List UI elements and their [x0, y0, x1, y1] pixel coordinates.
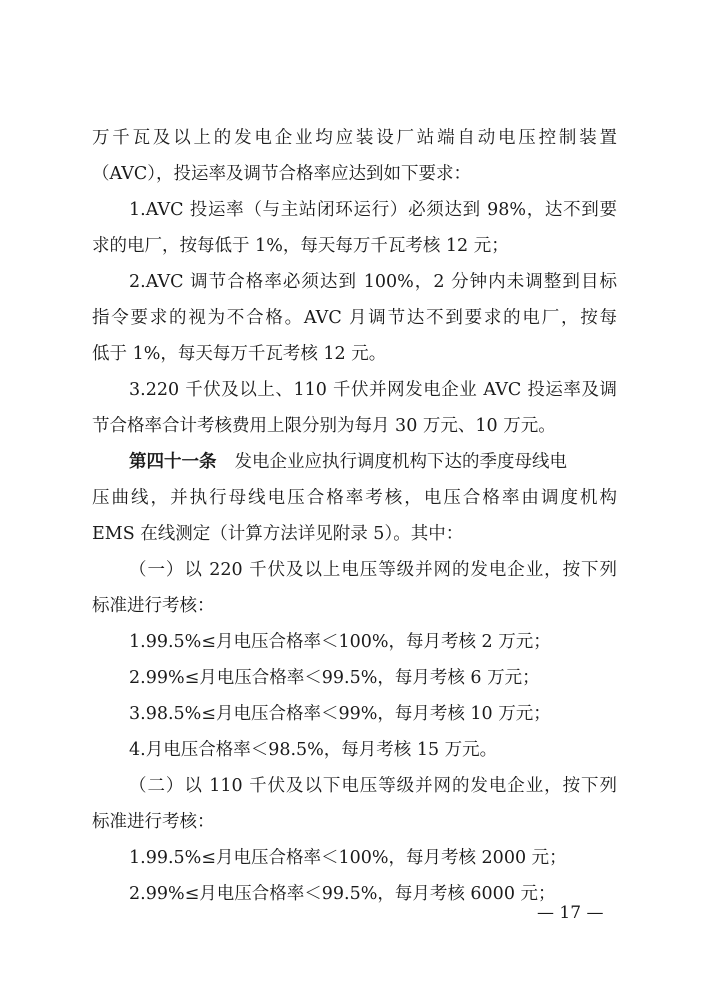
- page-number: — 17 —: [537, 903, 604, 923]
- body-text-line: 标准进行考核：: [92, 596, 215, 616]
- list-item-text: 4.月电压合格率＜98.5%，每月考核 15 万元。: [129, 740, 498, 760]
- article-paragraph-first-line: [129, 450, 617, 474]
- article-heading: 第四十一条: [129, 452, 217, 472]
- body-text-line: 万千瓦及以上的发电企业均应装设厂站端自动电压控制装置: [92, 128, 617, 148]
- list-item-text: 2.AVC 调节合格率必须达到 100%，2 分钟内未调整到目标: [129, 272, 617, 292]
- list-item-text: 1.99.5%≤月电压合格率＜100%，每月考核 2000 元；: [129, 848, 567, 868]
- list-item-text: 2.99%≤月电压合格率＜99.5%，每月考核 6 万元；: [129, 668, 540, 688]
- list-item-text: 1.AVC 投运率（与主站闭环运行）必须达到 98%，达不到要: [129, 200, 617, 220]
- list-item-text: 2.99%≤月电压合格率＜99.5%，每月考核 6000 元；: [129, 884, 556, 904]
- body-text-line: EMS 在线测定（计算方法详见附录 5）。其中：: [92, 524, 464, 544]
- list-item-text: 1.99.5%≤月电压合格率＜100%，每月考核 2 万元；: [129, 632, 551, 652]
- list-item-text: 3.220 千伏及以上、110 千伏并网发电企业 AVC 投运率及调: [129, 380, 617, 400]
- body-text-line: 指令要求的视为不合格。AVC 月调节达不到要求的电厂，按每: [92, 308, 617, 328]
- list-item-text: 3.98.5%≤月电压合格率＜99%，每月考核 10 万元；: [129, 704, 551, 724]
- subsection-heading-text: （一）以 220 千伏及以上电压等级并网的发电企业，按下列: [129, 560, 617, 580]
- body-text-line: 压曲线，并执行母线电压合格率考核，电压合格率由调度机构: [92, 488, 617, 508]
- body-text-line: （AVC），投运率及调节合格率应达到如下要求：: [92, 164, 472, 184]
- body-text-line: 节合格率合计考核费用上限分别为每月 30 万元、10 万元。: [92, 416, 556, 436]
- body-text-line: 标准进行考核：: [92, 812, 215, 832]
- subsection-heading-text: （二）以 110 千伏及以下电压等级并网的发电企业，按下列: [129, 776, 617, 796]
- body-text-line: 低于 1%，每天每万千瓦考核 12 元。: [92, 344, 387, 364]
- body-text-line: 求的电厂，按每低于 1%，每天每万千瓦考核 12 元；: [92, 236, 509, 256]
- article-first-line-text: 发电企业应执行调度机构下达的季度母线电: [234, 452, 567, 472]
